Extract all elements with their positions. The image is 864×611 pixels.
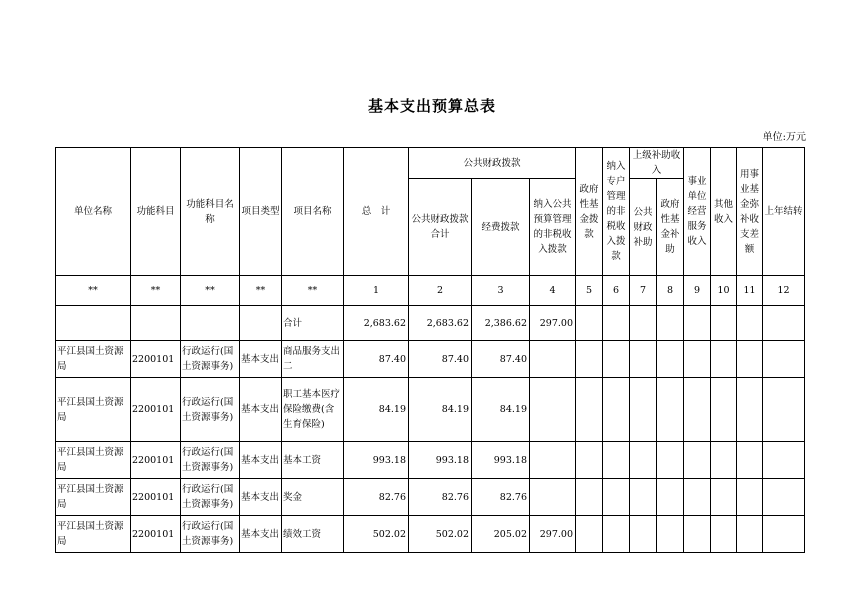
row-public-total: 84.19 — [409, 378, 472, 442]
index-cell: 10 — [711, 276, 737, 306]
index-cell: 1 — [344, 276, 409, 306]
row-total: 82.76 — [344, 479, 409, 516]
index-cell: 4 — [530, 276, 576, 306]
total-label: 合计 — [282, 306, 344, 341]
row-public-total: 502.02 — [409, 516, 472, 553]
page-title: 基本支出预算总表 — [367, 97, 496, 115]
row-nontax-public — [530, 341, 576, 378]
row-nontax-public — [530, 479, 576, 516]
row-total: 502.02 — [344, 516, 409, 553]
row-unit: 平江县国土资源局 — [56, 341, 131, 378]
index-cell: 6 — [603, 276, 630, 306]
header-sup-gov-fund: 政府性基金补助 — [657, 179, 684, 276]
row-total: 993.18 — [344, 442, 409, 479]
row-func: 行政运行(国土资源事务) — [181, 341, 240, 378]
row-func: 行政运行(国土资源事务) — [181, 479, 240, 516]
row-name: 绩效工资 — [282, 516, 344, 553]
header-public-group: 公共财政拨款 — [409, 148, 576, 179]
row-public-total: 87.40 — [409, 341, 472, 378]
row-type: 基本支出 — [240, 378, 282, 442]
row-name: 基本工资 — [282, 442, 344, 479]
index-cell: ** — [282, 276, 344, 306]
index-cell: 5 — [576, 276, 603, 306]
total-nontax-public: 297.00 — [530, 306, 576, 341]
total-total: 2,683.62 — [344, 306, 409, 341]
row-nontax-public: 297.00 — [530, 516, 576, 553]
row-code: 2200101 — [131, 378, 181, 442]
row-nontax-public — [530, 442, 576, 479]
row-expense: 84.19 — [472, 378, 530, 442]
header-unit-name: 单位名称 — [56, 148, 131, 276]
header-proj-name: 项目名称 — [282, 148, 344, 276]
index-cell: 12 — [763, 276, 805, 306]
row-type: 基本支出 — [240, 442, 282, 479]
row-code: 2200101 — [131, 341, 181, 378]
table-row — [56, 479, 805, 516]
row-expense: 87.40 — [472, 341, 530, 378]
row-func: 行政运行(国土资源事务) — [181, 442, 240, 479]
header-superior-group: 上级补助收入 — [630, 148, 684, 179]
total-row — [56, 306, 805, 341]
row-nontax-public — [530, 378, 576, 442]
header-func-code: 功能科目 — [131, 148, 181, 276]
header-sup-public: 公共财政补助 — [630, 179, 657, 276]
table-row — [56, 516, 805, 553]
row-total: 84.19 — [344, 378, 409, 442]
row-expense: 82.76 — [472, 479, 530, 516]
row-code: 2200101 — [131, 479, 181, 516]
row-unit: 平江县国土资源局 — [56, 378, 131, 442]
row-name: 商品服务支出二 — [282, 341, 344, 378]
header-total: 总 计 — [344, 148, 409, 276]
header-last-year: 上年结转 — [763, 148, 805, 276]
index-cell: 9 — [684, 276, 711, 306]
total-expense: 2,386.62 — [472, 306, 530, 341]
row-unit: 平江县国土资源局 — [56, 516, 131, 553]
header-gov-fund: 政府性基金拨款 — [576, 148, 603, 276]
row-expense: 993.18 — [472, 442, 530, 479]
row-type: 基本支出 — [240, 479, 282, 516]
table-row — [56, 442, 805, 479]
row-public-total: 993.18 — [409, 442, 472, 479]
row-code: 2200101 — [131, 442, 181, 479]
header-special-nontax: 纳入专户管理的非税收入拨款 — [603, 148, 630, 276]
index-cell: ** — [56, 276, 131, 306]
index-cell: 7 — [630, 276, 657, 306]
row-func: 行政运行(国土资源事务) — [181, 378, 240, 442]
index-row — [56, 276, 805, 306]
header-func-name: 功能科目名称 — [181, 148, 240, 276]
row-name: 职工基本医疗保险缴费(含生育保险) — [282, 378, 344, 442]
row-type: 基本支出 — [240, 516, 282, 553]
row-name: 奖金 — [282, 479, 344, 516]
header-public-total: 公共财政拨款合计 — [409, 179, 472, 276]
row-total: 87.40 — [344, 341, 409, 378]
index-cell: 11 — [737, 276, 763, 306]
table-row — [56, 341, 805, 378]
unit-label: 单位:万元 — [762, 132, 806, 143]
budget-table — [55, 147, 805, 553]
table-row — [56, 378, 805, 442]
index-cell: ** — [131, 276, 181, 306]
header-fund-balance: 用事业基金弥补收支差额 — [737, 148, 763, 276]
row-func: 行政运行(国土资源事务) — [181, 516, 240, 553]
header-proj-type: 项目类型 — [240, 148, 282, 276]
header-expense: 经费拨款 — [472, 179, 530, 276]
index-cell: ** — [181, 276, 240, 306]
index-cell: ** — [240, 276, 282, 306]
index-cell: 3 — [472, 276, 530, 306]
row-expense: 205.02 — [472, 516, 530, 553]
total-public-total: 2,683.62 — [409, 306, 472, 341]
index-cell: 8 — [657, 276, 684, 306]
header-other: 其他收入 — [711, 148, 737, 276]
row-unit: 平江县国土资源局 — [56, 479, 131, 516]
header-nontax-public: 纳入公共预算管理的非税收入拨款 — [530, 179, 576, 276]
row-code: 2200101 — [131, 516, 181, 553]
header-business: 事业单位经营服务收入 — [684, 148, 711, 276]
row-type: 基本支出 — [240, 341, 282, 378]
row-unit: 平江县国土资源局 — [56, 442, 131, 479]
index-cell: 2 — [409, 276, 472, 306]
row-public-total: 82.76 — [409, 479, 472, 516]
